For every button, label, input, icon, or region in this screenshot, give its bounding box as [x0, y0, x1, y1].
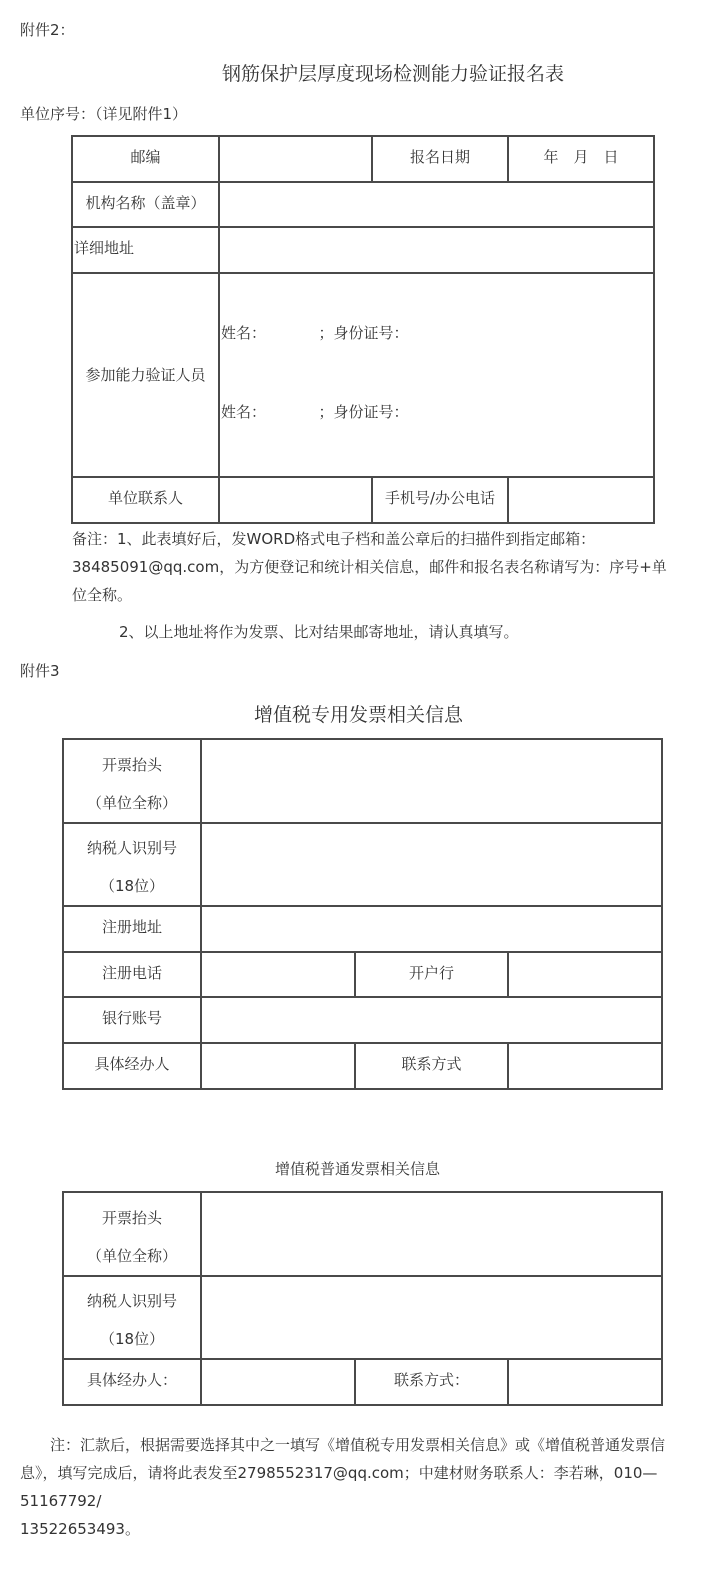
special-invoice-table — [62, 738, 663, 1090]
general-invoice-table — [62, 1191, 663, 1406]
general-taxpayer-id-line-2: （18位） — [99, 1330, 165, 1348]
contact-person-field[interactable] — [219, 477, 372, 523]
taxpayer-id-field[interactable] — [201, 823, 662, 906]
contact-method-label: 联系方式 — [355, 1043, 508, 1089]
general-invoice-header-label — [63, 1192, 201, 1276]
registered-address-field[interactable] — [201, 906, 662, 952]
note-item-2: 2、以上地址将作为发票、比对结果邮寄地址，请认真填写。 — [119, 623, 519, 641]
unit-number-label: 单位序号：（详见附件1） — [20, 105, 188, 123]
address-label: 详细地址 — [72, 227, 219, 273]
invoice-header-field[interactable] — [201, 739, 662, 823]
footer-note-line-2: 息》，填写完成后，请将此表发至2798552317@qq.com；中建材财务联系人：李若琳，010— — [20, 1464, 658, 1482]
invoice-header-label — [63, 739, 201, 823]
person-2-line: 姓名： ；身份证号： — [221, 403, 409, 421]
bank-label: 开户行 — [355, 952, 508, 997]
general-taxpayer-id-field[interactable] — [201, 1276, 662, 1359]
general-contact-method-field[interactable] — [508, 1359, 662, 1405]
general-invoice-header-line-1: 开票抬头 — [101, 1209, 162, 1227]
contact-person-label: 单位联系人 — [72, 477, 219, 523]
invoice-header-line-2: （单位全称） — [86, 794, 177, 812]
phone-field[interactable] — [508, 477, 654, 523]
attachment-3-label: 附件3 — [20, 662, 60, 680]
handler-label: 具体经办人 — [63, 1043, 201, 1089]
postcode-label: 邮编 — [72, 136, 219, 182]
general-handler-field[interactable] — [201, 1359, 355, 1405]
organization-name-field[interactable] — [219, 182, 654, 227]
general-taxpayer-id-label — [63, 1276, 201, 1359]
general-handler-label: 具体经办人： — [63, 1359, 201, 1405]
note-line-3: 位全称。 — [72, 586, 133, 604]
note-line-2: 38485091@qq.com，为方便登记和统计相关信息，邮件和报名表名称请写为：序号+单 — [72, 558, 667, 576]
registration-table — [71, 135, 655, 524]
bank-account-field[interactable] — [201, 997, 662, 1043]
taxpayer-id-line-1: 纳税人识别号 — [86, 839, 177, 857]
participants-field[interactable] — [219, 273, 654, 477]
participants-label: 参加能力验证人员 — [72, 273, 219, 477]
taxpayer-id-label — [63, 823, 201, 906]
special-invoice-title: 增值税专用发票相关信息 — [254, 704, 464, 726]
general-invoice-title: 增值税普通发票相关信息 — [275, 1160, 441, 1178]
phone-label: 手机号/办公电话 — [372, 477, 508, 523]
postcode-field[interactable] — [219, 136, 372, 182]
general-invoice-header-line-2: （单位全称） — [86, 1247, 177, 1265]
general-contact-method-label: 联系方式： — [355, 1359, 508, 1405]
footer-note-line-1: 注：汇款后，根据需要选择其中之一填写《增值税专用发票相关信息》或《增值税普通发票信 — [20, 1436, 666, 1454]
attachment-2-label: 附件2： — [20, 21, 75, 39]
address-field[interactable] — [219, 227, 654, 273]
invoice-header-line-1: 开票抬头 — [101, 756, 162, 774]
note-line-1: 备注：1、此表填好后，发WORD格式电子档和盖公章后的扫描件到指定邮箱： — [72, 530, 596, 548]
taxpayer-id-line-2: （18位） — [99, 877, 165, 895]
footer-note-line-3: 51167792/ — [20, 1492, 102, 1510]
registration-date-label: 报名日期 — [372, 136, 508, 182]
general-invoice-header-field[interactable] — [201, 1192, 662, 1276]
registered-phone-label: 注册电话 — [63, 952, 201, 997]
organization-name-label: 机构名称（盖章） — [72, 182, 219, 227]
handler-field[interactable] — [201, 1043, 355, 1089]
registered-phone-field[interactable] — [201, 952, 355, 997]
footer-note-line-4: 13522653493。 — [20, 1520, 140, 1538]
bank-account-label: 银行账号 — [63, 997, 201, 1043]
general-taxpayer-id-line-1: 纳税人识别号 — [86, 1292, 177, 1310]
registration-form-title: 钢筋保护层厚度现场检测能力验证报名表 — [222, 63, 565, 85]
registered-address-label: 注册地址 — [63, 906, 201, 952]
registration-date-field[interactable]: 年 月 日 — [508, 136, 654, 182]
contact-method-field[interactable] — [508, 1043, 662, 1089]
bank-field[interactable] — [508, 952, 662, 997]
person-1-line: 姓名： ；身份证号： — [221, 324, 409, 342]
